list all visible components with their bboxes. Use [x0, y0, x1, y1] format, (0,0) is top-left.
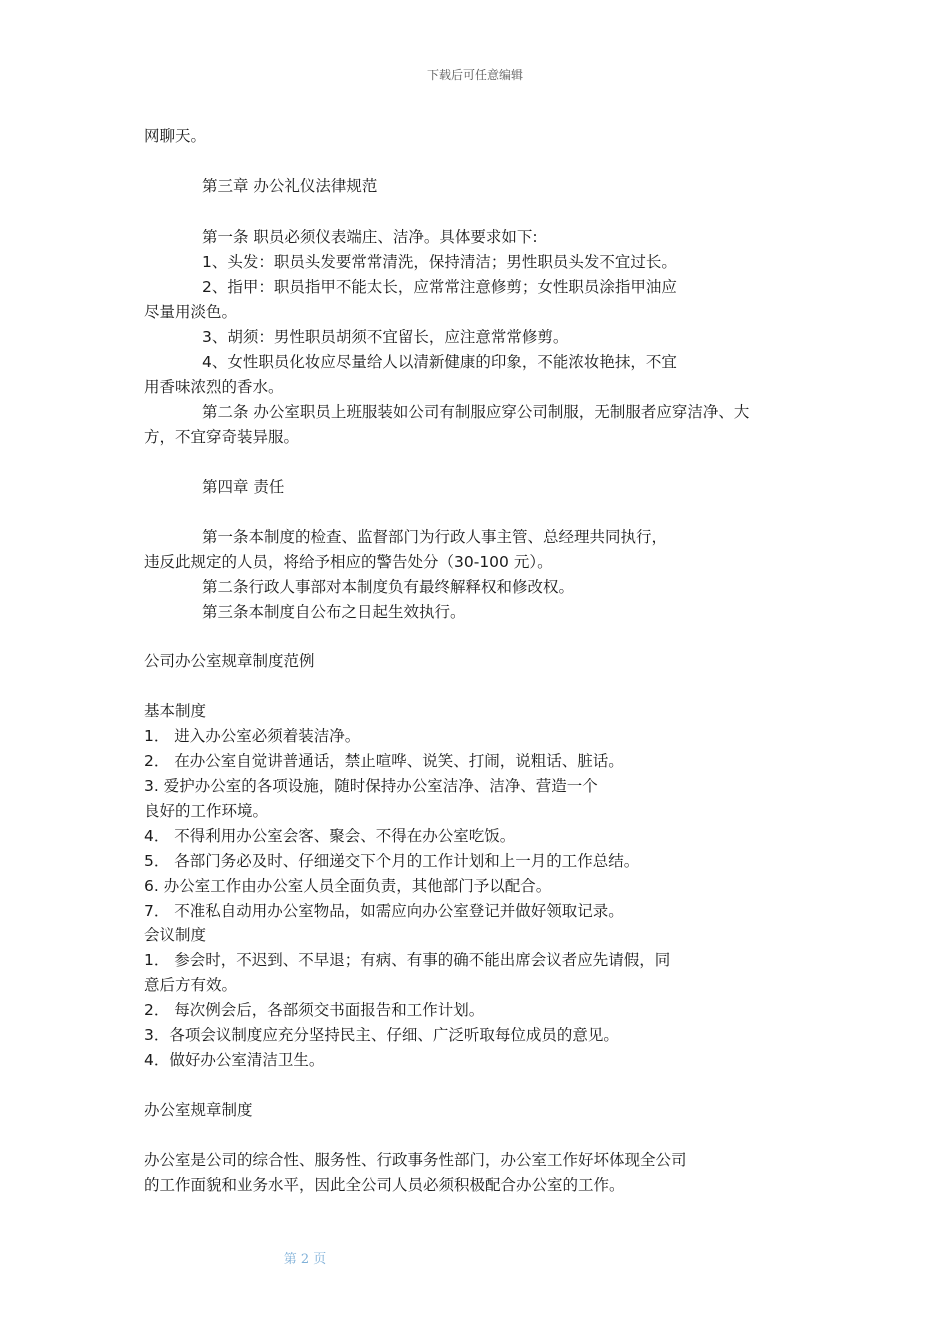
text-line: 2、指甲：职员指甲不能太长，应常常注意修剪；女性职员涂指甲油应: [202, 278, 677, 296]
text-line: 第二条 办公室职员上班服装如公司有制服应穿公司制服，无制服者应穿洁净、大: [202, 403, 750, 421]
list-item: 3. 爱护办公室的各项设施，随时保持办公室洁净、洁净、营造一个: [144, 777, 598, 795]
list-item: 5． 各部门务必及时、仔细递交下个月的工作计划和上一月的工作总结。: [144, 852, 640, 870]
text-line: 网聊天。: [144, 127, 207, 145]
list-item: 良好的工作环境。: [144, 802, 269, 820]
list-item: 1． 参会时，不迟到、不早退；有病、有事的确不能出席会议者应先请假，同: [144, 951, 671, 969]
list-item: 7． 不准私自动用办公室物品，如需应向办公室登记并做好领取记录。: [144, 902, 624, 920]
text-line: 第一条 职员必须仪表端庄、洁净。具体要求如下:: [202, 228, 538, 246]
page-number: 第 2 页: [283, 1252, 327, 1267]
list-item: 3．各项会议制度应充分坚持民主、仔细、广泛听取每位成员的意见。: [144, 1026, 619, 1044]
page-header: 下载后可任意编辑: [426, 68, 523, 82]
list-item: 4． 不得利用办公室会客、聚会、不得在办公室吃饭。: [144, 827, 516, 845]
text-line: 第二条行政人事部对本制度负有最终解释权和修改权。: [202, 578, 575, 596]
section-title: 公司办公室规章制度范例: [144, 652, 315, 670]
list-item: 4．做好办公室清洁卫生。: [144, 1051, 325, 1069]
chapter-heading: 第三章 办公礼仪法律规范: [202, 177, 378, 195]
section-heading: 基本制度: [144, 702, 207, 720]
text-line: 的工作面貌和业务水平，因此全公司人员必须积极配合办公室的工作。: [144, 1176, 625, 1194]
list-item: 意后方有效。: [144, 976, 238, 994]
section-heading: 会议制度: [144, 926, 207, 944]
text-line: 违反此规定的人员，将给予相应的警告处分（30-100 元）。: [144, 553, 553, 571]
text-line: 方，不宜穿奇装异服。: [144, 428, 300, 446]
text-line: 办公室是公司的综合性、服务性、行政事务性部门，办公室工作好坏体现全公司: [144, 1151, 687, 1169]
list-item: 2． 在办公室自觉讲普通话，禁止喧哗、说笑、打闹，说粗话、脏话。: [144, 752, 624, 770]
text-line: 尽量用淡色。: [144, 303, 238, 321]
text-line: 4、女性职员化妆应尽量给人以清新健康的印象，不能浓妆艳抹，不宜: [202, 353, 677, 371]
list-item: 1． 进入办公室必须着装洁净。: [144, 727, 361, 745]
text-line: 用香味浓烈的香水。: [144, 378, 284, 396]
section-title: 办公室规章制度: [144, 1101, 253, 1119]
chapter-heading: 第四章 责任: [202, 478, 285, 496]
text-line: 第一条本制度的检查、监督部门为行政人事主管、总经理共同执行，: [202, 528, 668, 546]
text-line: 1、头发：职员头发要常常清洗，保持清洁；男性职员头发不宜过长。: [202, 253, 677, 271]
list-item: 2． 每次例会后，各部须交书面报告和工作计划。: [144, 1001, 485, 1019]
text-line: 3、胡须：男性职员胡须不宜留长，应注意常常修剪。: [202, 328, 569, 346]
list-item: 6. 办公室工作由办公室人员全面负责，其他部门予以配合。: [144, 877, 552, 895]
text-line: 第三条本制度自公布之日起生效执行。: [202, 603, 466, 621]
